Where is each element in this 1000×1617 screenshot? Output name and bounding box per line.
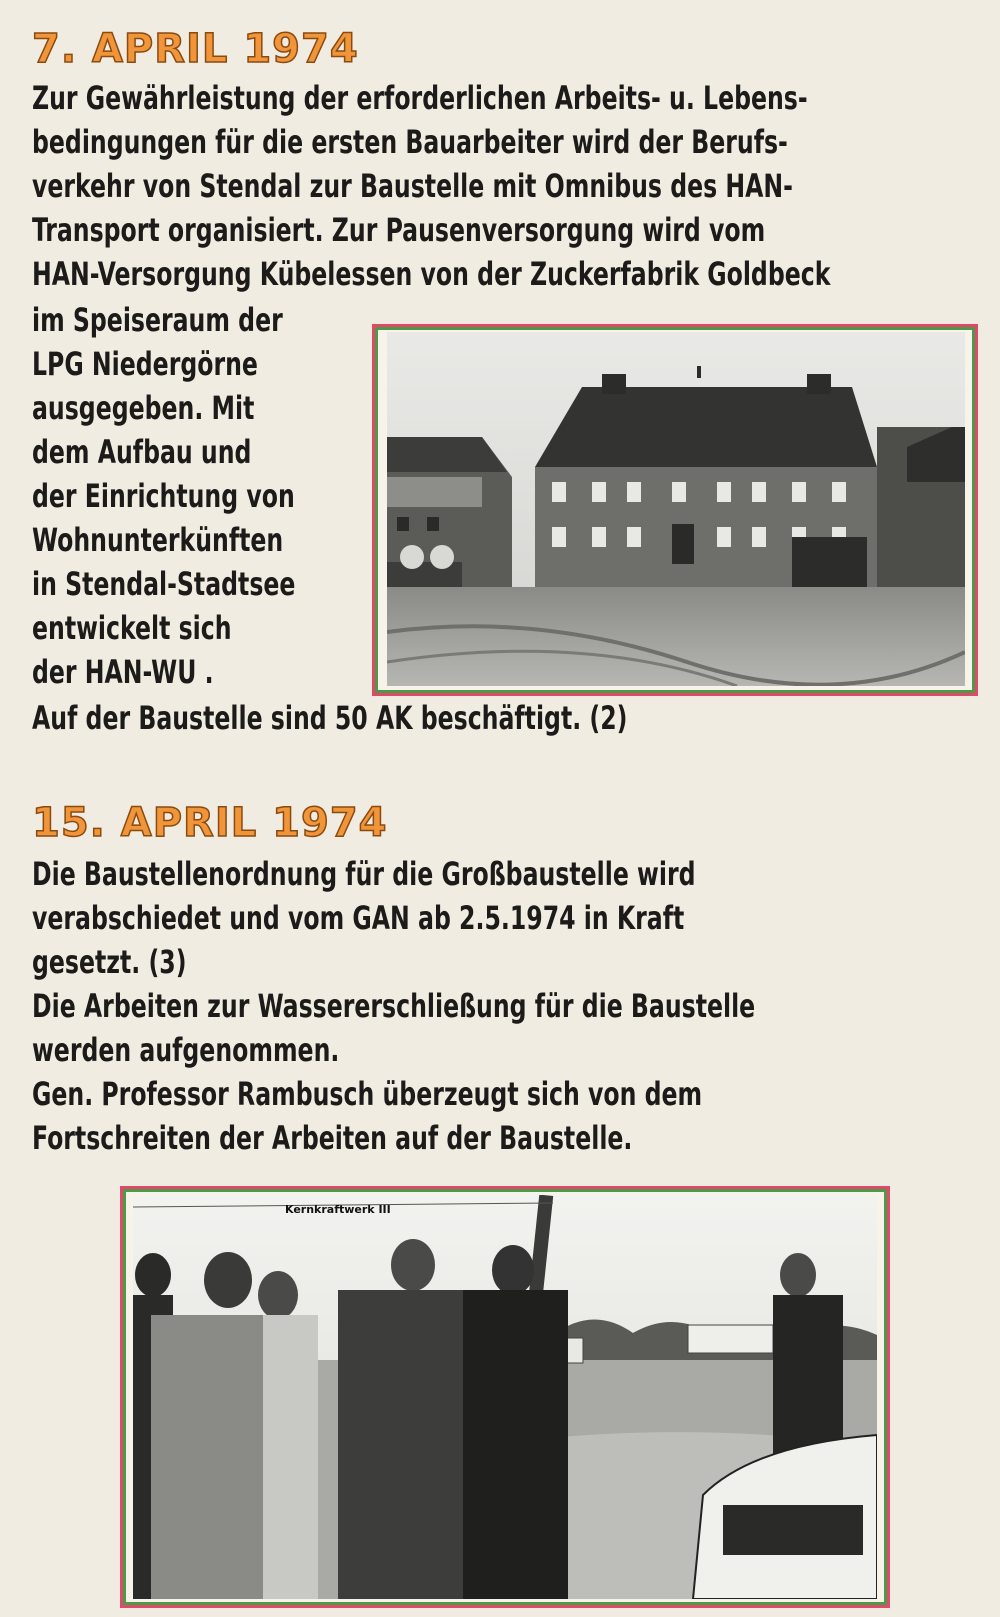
section1-side-text bbox=[32, 298, 295, 694]
closing-line: Auf der Baustelle sind 50 AK beschäftigt. (2) bbox=[32, 699, 628, 737]
side-line: LPG Niedergörne bbox=[32, 345, 258, 383]
section2-line: Die Arbeiten zur Wassererschließung für die Baustelle bbox=[32, 987, 756, 1025]
section2-paragraph bbox=[32, 852, 755, 1160]
side-line: in Stendal-Stadtsee bbox=[32, 565, 296, 603]
side-line: ausgegeben. Mit bbox=[32, 389, 255, 427]
side-line: der HAN-WU . bbox=[32, 653, 214, 691]
side-line: dem Aufbau und bbox=[32, 433, 252, 471]
section1-line: Transport organisiert. Zur Pausenversorgung wird vom bbox=[32, 211, 766, 249]
section2-date: 15. APRIL 1974 bbox=[32, 800, 388, 846]
side-line: entwickelt sich bbox=[32, 609, 232, 647]
site-visit-photo bbox=[133, 1195, 877, 1599]
section1-line: HAN-Versorgung Kübelessen von der Zuckerfabrik Goldbeck bbox=[32, 255, 831, 293]
section1-closing bbox=[32, 696, 627, 740]
section1-date: 7. APRIL 1974 bbox=[32, 26, 359, 72]
side-line: im Speiseraum der bbox=[32, 301, 283, 339]
side-line: der Einrichtung von bbox=[32, 477, 295, 515]
section1-line: Zur Gewährleistung der erforderlichen Arbeits- u. Lebens- bbox=[32, 79, 808, 117]
section2-line: Fortschreiten der Arbeiten auf der Baustelle. bbox=[32, 1119, 633, 1157]
section1-paragraph bbox=[32, 76, 830, 296]
site-sign-label: Kernkraftwerk III bbox=[285, 1203, 391, 1216]
section1-line: verkehr von Stendal zur Baustelle mit Omnibus des HAN- bbox=[32, 167, 793, 205]
section2-line: werden aufgenommen. bbox=[32, 1031, 340, 1069]
section2-line: Gen. Professor Rambusch überzeugt sich von dem bbox=[32, 1075, 703, 1113]
section2-line: verabschiedet und vom GAN ab 2.5.1974 in Kraft bbox=[32, 899, 685, 937]
section1-line: bedingungen für die ersten Bauarbeiter wird der Berufs- bbox=[32, 123, 788, 161]
side-line: Wohnunterkünften bbox=[32, 521, 284, 559]
section2-line: gesetzt. (3) bbox=[32, 943, 187, 981]
manor-house-photo bbox=[387, 332, 965, 686]
section2-line: Die Baustellenordnung für die Großbaustelle wird bbox=[32, 855, 696, 893]
